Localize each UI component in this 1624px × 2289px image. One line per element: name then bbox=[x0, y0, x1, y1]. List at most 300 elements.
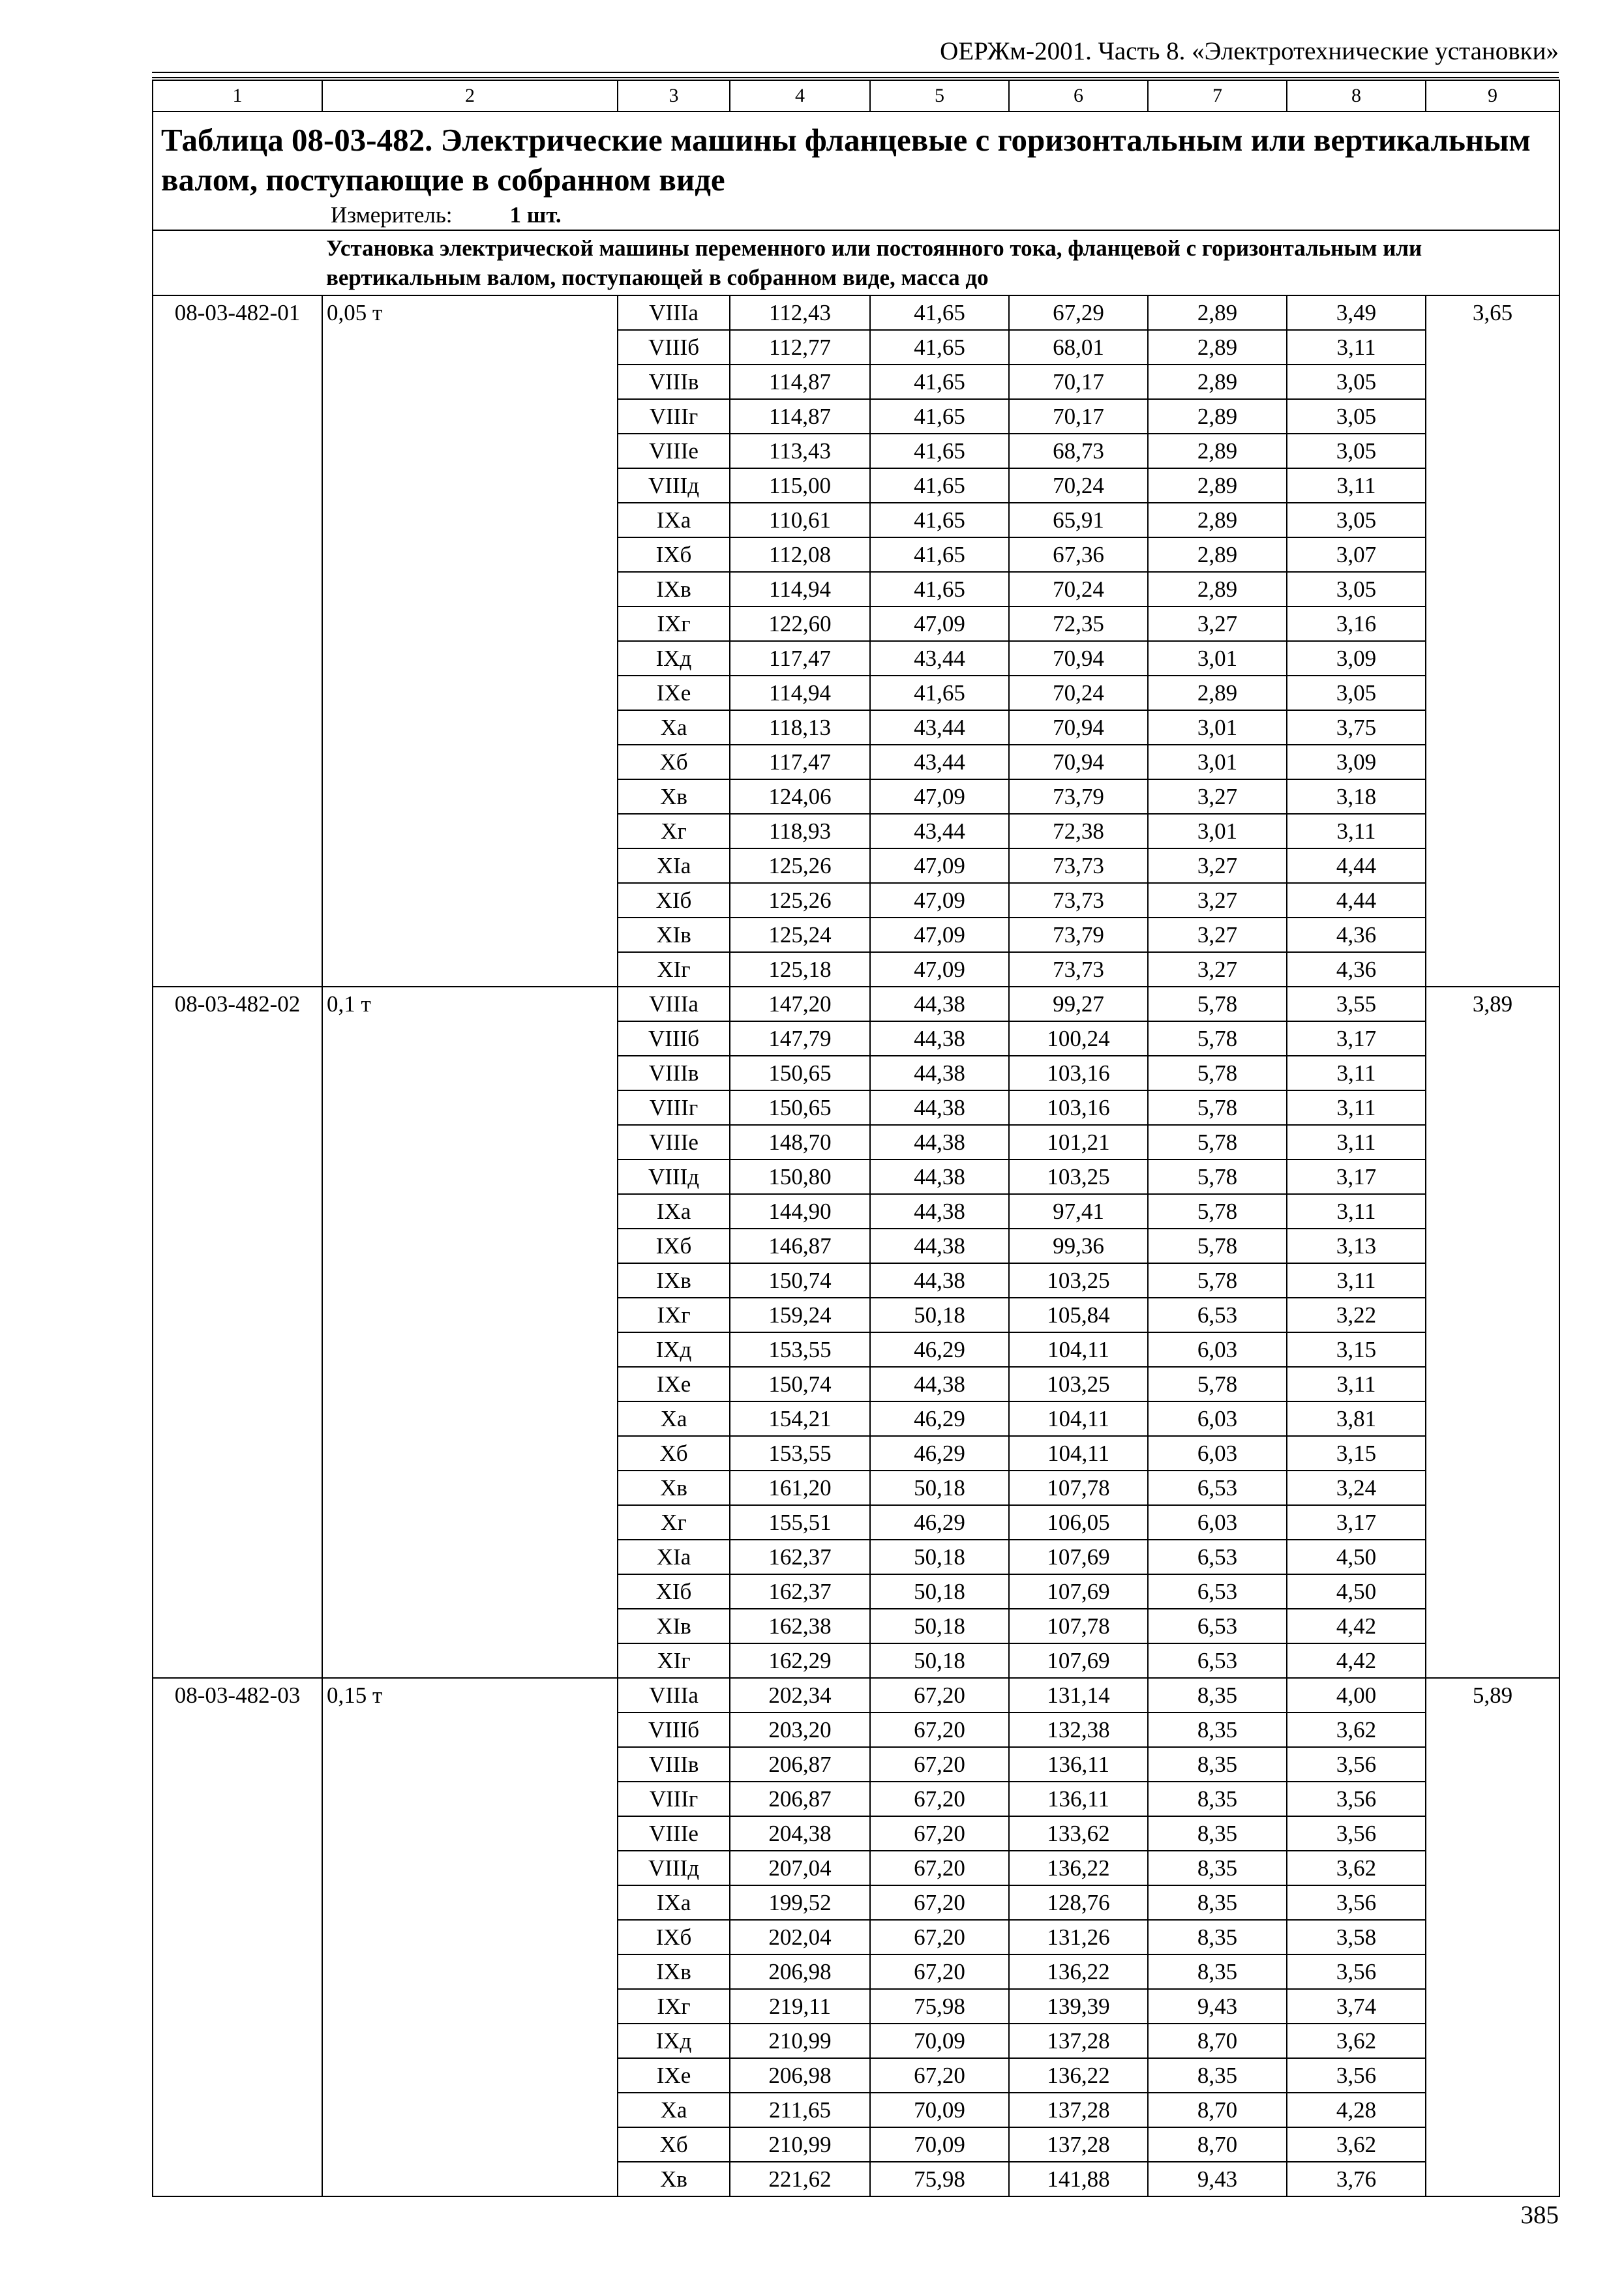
value-cell: 67,20 bbox=[870, 1851, 1009, 1885]
value-cell: 150,80 bbox=[730, 1159, 870, 1194]
norm-total: 5,89 bbox=[1426, 1678, 1559, 2196]
value-cell: 8,35 bbox=[1148, 1747, 1287, 1782]
value-cell: 3,22 bbox=[1287, 1298, 1426, 1332]
value-cell: 5,78 bbox=[1148, 1367, 1287, 1401]
value-cell: 150,65 bbox=[730, 1056, 870, 1090]
value-cell: 105,84 bbox=[1009, 1298, 1148, 1332]
zone-cell: IXа bbox=[618, 503, 730, 537]
value-cell: 6,03 bbox=[1148, 1505, 1287, 1540]
value-cell: 125,26 bbox=[730, 848, 870, 883]
zone-cell: VIIIа bbox=[618, 295, 730, 330]
zone-cell: XIб bbox=[618, 1574, 730, 1609]
value-cell: 41,65 bbox=[870, 399, 1009, 434]
value-cell: 3,62 bbox=[1287, 1713, 1426, 1747]
value-cell: 122,60 bbox=[730, 606, 870, 641]
value-cell: 3,01 bbox=[1148, 814, 1287, 848]
value-cell: 113,43 bbox=[730, 434, 870, 468]
value-cell: 117,47 bbox=[730, 745, 870, 779]
value-cell: 100,24 bbox=[1009, 1021, 1148, 1056]
value-cell: 50,18 bbox=[870, 1471, 1009, 1505]
zone-cell: Xб bbox=[618, 1436, 730, 1471]
zone-cell: IXб bbox=[618, 537, 730, 572]
value-cell: 153,55 bbox=[730, 1332, 870, 1367]
zone-cell: VIIIб bbox=[618, 1021, 730, 1056]
value-cell: 2,89 bbox=[1148, 676, 1287, 710]
value-cell: 112,43 bbox=[730, 295, 870, 330]
value-cell: 70,09 bbox=[870, 2127, 1009, 2162]
value-cell: 70,24 bbox=[1009, 572, 1148, 606]
value-cell: 50,18 bbox=[870, 1298, 1009, 1332]
value-cell: 4,28 bbox=[1287, 2093, 1426, 2127]
zone-cell: IXб bbox=[618, 1229, 730, 1263]
value-cell: 3,15 bbox=[1287, 1436, 1426, 1471]
value-cell: 2,89 bbox=[1148, 572, 1287, 606]
value-cell: 3,15 bbox=[1287, 1332, 1426, 1367]
unit-label: Измеритель: bbox=[331, 202, 453, 228]
value-cell: 2,89 bbox=[1148, 365, 1287, 399]
norm-code: 08-03-482-01 bbox=[153, 295, 322, 987]
value-cell: 3,17 bbox=[1287, 1159, 1426, 1194]
value-cell: 2,89 bbox=[1148, 295, 1287, 330]
value-cell: 146,87 bbox=[730, 1229, 870, 1263]
zone-cell: VIIIд bbox=[618, 1159, 730, 1194]
value-cell: 5,78 bbox=[1148, 1056, 1287, 1090]
value-cell: 75,98 bbox=[870, 2162, 1009, 2196]
zone-cell: VIIIв bbox=[618, 365, 730, 399]
norm-total: 3,65 bbox=[1426, 295, 1559, 987]
value-cell: 50,18 bbox=[870, 1609, 1009, 1643]
value-cell: 3,11 bbox=[1287, 1090, 1426, 1125]
value-cell: 6,03 bbox=[1148, 1436, 1287, 1471]
value-cell: 219,11 bbox=[730, 1989, 870, 2024]
value-cell: 70,09 bbox=[870, 2093, 1009, 2127]
value-cell: 8,70 bbox=[1148, 2093, 1287, 2127]
value-cell: 210,99 bbox=[730, 2024, 870, 2058]
value-cell: 3,49 bbox=[1287, 295, 1426, 330]
value-cell: 3,05 bbox=[1287, 399, 1426, 434]
zone-cell: IXе bbox=[618, 2058, 730, 2093]
column-number: 7 bbox=[1148, 80, 1287, 112]
value-cell: 221,62 bbox=[730, 2162, 870, 2196]
value-cell: 72,35 bbox=[1009, 606, 1148, 641]
section-heading-spacer bbox=[153, 230, 322, 295]
zone-cell: Xв bbox=[618, 779, 730, 814]
value-cell: 206,98 bbox=[730, 2058, 870, 2093]
zone-cell: Xг bbox=[618, 814, 730, 848]
value-cell: 3,11 bbox=[1287, 1194, 1426, 1229]
value-cell: 41,65 bbox=[870, 468, 1009, 503]
column-number: 9 bbox=[1426, 80, 1559, 112]
value-cell: 50,18 bbox=[870, 1643, 1009, 1678]
value-cell: 118,93 bbox=[730, 814, 870, 848]
value-cell: 44,38 bbox=[870, 1021, 1009, 1056]
value-cell: 43,44 bbox=[870, 814, 1009, 848]
column-number: 5 bbox=[870, 80, 1009, 112]
column-number: 3 bbox=[618, 80, 730, 112]
value-cell: 47,09 bbox=[870, 779, 1009, 814]
value-cell: 2,89 bbox=[1148, 434, 1287, 468]
zone-cell: VIIIе bbox=[618, 434, 730, 468]
value-cell: 44,38 bbox=[870, 1194, 1009, 1229]
value-cell: 3,05 bbox=[1287, 365, 1426, 399]
value-cell: 3,56 bbox=[1287, 1885, 1426, 1920]
value-cell: 104,11 bbox=[1009, 1332, 1148, 1367]
unit-line bbox=[161, 201, 1559, 230]
header-double-rule bbox=[152, 72, 1559, 78]
value-cell: 67,20 bbox=[870, 1678, 1009, 1713]
value-cell: 3,09 bbox=[1287, 641, 1426, 676]
zone-cell: IXв bbox=[618, 1954, 730, 1989]
value-cell: 5,78 bbox=[1148, 1021, 1287, 1056]
value-cell: 114,94 bbox=[730, 676, 870, 710]
value-cell: 203,20 bbox=[730, 1713, 870, 1747]
value-cell: 199,52 bbox=[730, 1885, 870, 1920]
value-cell: 125,26 bbox=[730, 883, 870, 918]
value-cell: 117,47 bbox=[730, 641, 870, 676]
value-cell: 46,29 bbox=[870, 1401, 1009, 1436]
value-cell: 46,29 bbox=[870, 1505, 1009, 1540]
value-cell: 112,77 bbox=[730, 330, 870, 365]
value-cell: 3,17 bbox=[1287, 1021, 1426, 1056]
zone-cell: IXд bbox=[618, 1332, 730, 1367]
zone-cell: VIIIг bbox=[618, 1782, 730, 1816]
value-cell: 210,99 bbox=[730, 2127, 870, 2162]
value-cell: 3,81 bbox=[1287, 1401, 1426, 1436]
zone-cell: XIв bbox=[618, 1609, 730, 1643]
value-cell: 4,42 bbox=[1287, 1643, 1426, 1678]
norms-table bbox=[152, 80, 1560, 2197]
value-cell: 125,18 bbox=[730, 952, 870, 987]
value-cell: 6,53 bbox=[1148, 1540, 1287, 1574]
value-cell: 8,35 bbox=[1148, 1851, 1287, 1885]
value-cell: 44,38 bbox=[870, 1159, 1009, 1194]
value-cell: 3,55 bbox=[1287, 987, 1426, 1021]
value-cell: 5,78 bbox=[1148, 1229, 1287, 1263]
column-number-row bbox=[153, 80, 1559, 112]
value-cell: 112,08 bbox=[730, 537, 870, 572]
value-cell: 3,24 bbox=[1287, 1471, 1426, 1505]
zone-cell: Xв bbox=[618, 2162, 730, 2196]
section-heading: Установка электрической машины переменного или постоянного тока, фланцевой с горизонтальным или вертикальным валом, поступающей в собранном виде, масса до bbox=[322, 230, 1559, 295]
value-cell: 3,27 bbox=[1148, 918, 1287, 952]
value-cell: 67,20 bbox=[870, 1920, 1009, 1954]
value-cell: 2,89 bbox=[1148, 330, 1287, 365]
value-cell: 41,65 bbox=[870, 295, 1009, 330]
zone-cell: Xг bbox=[618, 1505, 730, 1540]
value-cell: 43,44 bbox=[870, 745, 1009, 779]
value-cell: 137,28 bbox=[1009, 2093, 1148, 2127]
value-cell: 44,38 bbox=[870, 1367, 1009, 1401]
value-cell: 68,73 bbox=[1009, 434, 1148, 468]
value-cell: 67,29 bbox=[1009, 295, 1148, 330]
value-cell: 206,87 bbox=[730, 1782, 870, 1816]
value-cell: 41,65 bbox=[870, 434, 1009, 468]
value-cell: 3,18 bbox=[1287, 779, 1426, 814]
value-cell: 107,69 bbox=[1009, 1643, 1148, 1678]
value-cell: 133,62 bbox=[1009, 1816, 1148, 1851]
value-cell: 136,22 bbox=[1009, 1851, 1148, 1885]
value-cell: 3,07 bbox=[1287, 537, 1426, 572]
value-cell: 155,51 bbox=[730, 1505, 870, 1540]
value-cell: 3,11 bbox=[1287, 1125, 1426, 1159]
zone-cell: VIIIг bbox=[618, 399, 730, 434]
value-cell: 3,56 bbox=[1287, 2058, 1426, 2093]
value-cell: 70,94 bbox=[1009, 641, 1148, 676]
value-cell: 67,36 bbox=[1009, 537, 1148, 572]
value-cell: 47,09 bbox=[870, 606, 1009, 641]
value-cell: 4,50 bbox=[1287, 1540, 1426, 1574]
value-cell: 6,53 bbox=[1148, 1471, 1287, 1505]
value-cell: 70,17 bbox=[1009, 399, 1148, 434]
value-cell: 41,65 bbox=[870, 365, 1009, 399]
norm-mass: 0,1 т bbox=[322, 987, 618, 1678]
value-cell: 3,56 bbox=[1287, 1954, 1426, 1989]
value-cell: 3,01 bbox=[1148, 641, 1287, 676]
value-cell: 3,13 bbox=[1287, 1229, 1426, 1263]
value-cell: 41,65 bbox=[870, 572, 1009, 606]
value-cell: 46,29 bbox=[870, 1436, 1009, 1471]
value-cell: 3,58 bbox=[1287, 1920, 1426, 1954]
value-cell: 107,69 bbox=[1009, 1574, 1148, 1609]
value-cell: 47,09 bbox=[870, 918, 1009, 952]
value-cell: 8,70 bbox=[1148, 2024, 1287, 2058]
norm-code: 08-03-482-03 bbox=[153, 1678, 322, 2196]
zone-cell: IXд bbox=[618, 641, 730, 676]
value-cell: 4,50 bbox=[1287, 1574, 1426, 1609]
value-cell: 114,87 bbox=[730, 365, 870, 399]
value-cell: 148,70 bbox=[730, 1125, 870, 1159]
value-cell: 8,35 bbox=[1148, 2058, 1287, 2093]
zone-cell: VIIIе bbox=[618, 1816, 730, 1851]
value-cell: 132,38 bbox=[1009, 1713, 1148, 1747]
value-cell: 41,65 bbox=[870, 330, 1009, 365]
value-cell: 75,98 bbox=[870, 1989, 1009, 2024]
value-cell: 8,35 bbox=[1148, 1678, 1287, 1713]
zone-cell: XIв bbox=[618, 918, 730, 952]
value-cell: 159,24 bbox=[730, 1298, 870, 1332]
value-cell: 44,38 bbox=[870, 1125, 1009, 1159]
value-cell: 6,53 bbox=[1148, 1574, 1287, 1609]
value-cell: 9,43 bbox=[1148, 1989, 1287, 2024]
table-row bbox=[153, 987, 1559, 1021]
value-cell: 131,14 bbox=[1009, 1678, 1148, 1713]
zone-cell: VIIIб bbox=[618, 1713, 730, 1747]
column-number: 2 bbox=[322, 80, 618, 112]
value-cell: 4,42 bbox=[1287, 1609, 1426, 1643]
value-cell: 162,29 bbox=[730, 1643, 870, 1678]
value-cell: 125,24 bbox=[730, 918, 870, 952]
value-cell: 3,11 bbox=[1287, 814, 1426, 848]
table-title-cell bbox=[153, 112, 1559, 230]
value-cell: 44,38 bbox=[870, 1263, 1009, 1298]
value-cell: 147,20 bbox=[730, 987, 870, 1021]
value-cell: 70,09 bbox=[870, 2024, 1009, 2058]
value-cell: 207,04 bbox=[730, 1851, 870, 1885]
value-cell: 41,65 bbox=[870, 537, 1009, 572]
value-cell: 70,94 bbox=[1009, 710, 1148, 745]
value-cell: 202,34 bbox=[730, 1678, 870, 1713]
value-cell: 3,16 bbox=[1287, 606, 1426, 641]
value-cell: 4,44 bbox=[1287, 883, 1426, 918]
value-cell: 3,11 bbox=[1287, 468, 1426, 503]
table-row bbox=[153, 295, 1559, 330]
value-cell: 70,24 bbox=[1009, 468, 1148, 503]
value-cell: 115,00 bbox=[730, 468, 870, 503]
value-cell: 6,53 bbox=[1148, 1609, 1287, 1643]
value-cell: 137,28 bbox=[1009, 2127, 1148, 2162]
value-cell: 70,17 bbox=[1009, 365, 1148, 399]
value-cell: 73,79 bbox=[1009, 918, 1148, 952]
value-cell: 3,75 bbox=[1287, 710, 1426, 745]
value-cell: 8,70 bbox=[1148, 2127, 1287, 2162]
zone-cell: IXа bbox=[618, 1885, 730, 1920]
zone-cell: IXв bbox=[618, 572, 730, 606]
value-cell: 153,55 bbox=[730, 1436, 870, 1471]
value-cell: 124,06 bbox=[730, 779, 870, 814]
value-cell: 5,78 bbox=[1148, 1159, 1287, 1194]
value-cell: 3,56 bbox=[1287, 1747, 1426, 1782]
value-cell: 106,05 bbox=[1009, 1505, 1148, 1540]
zone-cell: VIIIб bbox=[618, 330, 730, 365]
value-cell: 67,20 bbox=[870, 2058, 1009, 2093]
value-cell: 150,74 bbox=[730, 1263, 870, 1298]
value-cell: 3,05 bbox=[1287, 434, 1426, 468]
value-cell: 118,13 bbox=[730, 710, 870, 745]
zone-cell: VIIIа bbox=[618, 1678, 730, 1713]
value-cell: 3,05 bbox=[1287, 676, 1426, 710]
value-cell: 67,20 bbox=[870, 1885, 1009, 1920]
running-title: ОЕРЖм-2001. Часть 8. «Электротехнические установки» bbox=[940, 37, 1559, 65]
column-number: 1 bbox=[153, 80, 322, 112]
value-cell: 4,36 bbox=[1287, 952, 1426, 987]
value-cell: 67,20 bbox=[870, 1713, 1009, 1747]
zone-cell: Xб bbox=[618, 2127, 730, 2162]
value-cell: 41,65 bbox=[870, 503, 1009, 537]
value-cell: 202,04 bbox=[730, 1920, 870, 1954]
value-cell: 3,74 bbox=[1287, 1989, 1426, 2024]
table-title: Таблица 08-03-482. Электрические машины фланцевые с горизонтальным или вертикальным валом, поступающие в собранном виде bbox=[161, 122, 1531, 198]
column-number: 8 bbox=[1287, 80, 1426, 112]
value-cell: 2,89 bbox=[1148, 468, 1287, 503]
value-cell: 8,35 bbox=[1148, 1782, 1287, 1816]
value-cell: 70,24 bbox=[1009, 676, 1148, 710]
norm-total: 3,89 bbox=[1426, 987, 1559, 1678]
zone-cell: VIIIа bbox=[618, 987, 730, 1021]
value-cell: 2,89 bbox=[1148, 503, 1287, 537]
value-cell: 137,28 bbox=[1009, 2024, 1148, 2058]
value-cell: 204,38 bbox=[730, 1816, 870, 1851]
zone-cell: XIа bbox=[618, 848, 730, 883]
value-cell: 5,78 bbox=[1148, 1125, 1287, 1159]
norm-mass: 0,05 т bbox=[322, 295, 618, 987]
value-cell: 43,44 bbox=[870, 710, 1009, 745]
value-cell: 46,29 bbox=[870, 1332, 1009, 1367]
zone-cell: Xа bbox=[618, 2093, 730, 2127]
value-cell: 3,76 bbox=[1287, 2162, 1426, 2196]
value-cell: 2,89 bbox=[1148, 537, 1287, 572]
zone-cell: VIIIд bbox=[618, 468, 730, 503]
value-cell: 3,11 bbox=[1287, 1056, 1426, 1090]
value-cell: 6,03 bbox=[1148, 1332, 1287, 1367]
value-cell: 114,87 bbox=[730, 399, 870, 434]
zone-cell: Xа bbox=[618, 1401, 730, 1436]
value-cell: 3,11 bbox=[1287, 330, 1426, 365]
zone-cell: Xв bbox=[618, 1471, 730, 1505]
value-cell: 154,21 bbox=[730, 1401, 870, 1436]
value-cell: 67,20 bbox=[870, 1816, 1009, 1851]
value-cell: 3,56 bbox=[1287, 1816, 1426, 1851]
zone-cell: XIа bbox=[618, 1540, 730, 1574]
value-cell: 70,94 bbox=[1009, 745, 1148, 779]
value-cell: 6,53 bbox=[1148, 1298, 1287, 1332]
value-cell: 136,11 bbox=[1009, 1747, 1148, 1782]
value-cell: 3,62 bbox=[1287, 2024, 1426, 2058]
value-cell: 110,61 bbox=[730, 503, 870, 537]
zone-cell: VIIIе bbox=[618, 1125, 730, 1159]
value-cell: 161,20 bbox=[730, 1471, 870, 1505]
value-cell: 103,25 bbox=[1009, 1159, 1148, 1194]
value-cell: 6,03 bbox=[1148, 1401, 1287, 1436]
value-cell: 136,11 bbox=[1009, 1782, 1148, 1816]
value-cell: 5,78 bbox=[1148, 1090, 1287, 1125]
value-cell: 103,16 bbox=[1009, 1090, 1148, 1125]
value-cell: 104,11 bbox=[1009, 1436, 1148, 1471]
zone-cell: VIIIв bbox=[618, 1056, 730, 1090]
value-cell: 4,00 bbox=[1287, 1678, 1426, 1713]
value-cell: 211,65 bbox=[730, 2093, 870, 2127]
value-cell: 162,37 bbox=[730, 1574, 870, 1609]
zone-cell: XIб bbox=[618, 883, 730, 918]
value-cell: 8,35 bbox=[1148, 1920, 1287, 1954]
value-cell: 73,73 bbox=[1009, 883, 1148, 918]
zone-cell: XIг bbox=[618, 952, 730, 987]
value-cell: 8,35 bbox=[1148, 1713, 1287, 1747]
value-cell: 4,44 bbox=[1287, 848, 1426, 883]
value-cell: 5,78 bbox=[1148, 987, 1287, 1021]
value-cell: 44,38 bbox=[870, 987, 1009, 1021]
value-cell: 206,87 bbox=[730, 1747, 870, 1782]
value-cell: 139,39 bbox=[1009, 1989, 1148, 2024]
value-cell: 43,44 bbox=[870, 641, 1009, 676]
value-cell: 8,35 bbox=[1148, 1954, 1287, 1989]
value-cell: 4,36 bbox=[1287, 918, 1426, 952]
value-cell: 41,65 bbox=[870, 676, 1009, 710]
value-cell: 3,11 bbox=[1287, 1263, 1426, 1298]
value-cell: 50,18 bbox=[870, 1574, 1009, 1609]
value-cell: 104,11 bbox=[1009, 1401, 1148, 1436]
value-cell: 3,27 bbox=[1148, 606, 1287, 641]
value-cell: 47,09 bbox=[870, 952, 1009, 987]
value-cell: 97,41 bbox=[1009, 1194, 1148, 1229]
unit-value: 1 шт. bbox=[509, 202, 562, 228]
value-cell: 99,27 bbox=[1009, 987, 1148, 1021]
value-cell: 107,78 bbox=[1009, 1471, 1148, 1505]
value-cell: 3,56 bbox=[1287, 1782, 1426, 1816]
value-cell: 67,20 bbox=[870, 1782, 1009, 1816]
value-cell: 103,25 bbox=[1009, 1263, 1148, 1298]
value-cell: 150,65 bbox=[730, 1090, 870, 1125]
zone-cell: IXа bbox=[618, 1194, 730, 1229]
value-cell: 44,38 bbox=[870, 1056, 1009, 1090]
value-cell: 8,35 bbox=[1148, 1816, 1287, 1851]
table-body bbox=[153, 80, 1559, 2196]
value-cell: 162,38 bbox=[730, 1609, 870, 1643]
value-cell: 6,53 bbox=[1148, 1643, 1287, 1678]
value-cell: 72,38 bbox=[1009, 814, 1148, 848]
value-cell: 73,73 bbox=[1009, 848, 1148, 883]
value-cell: 3,01 bbox=[1148, 710, 1287, 745]
norm-code: 08-03-482-02 bbox=[153, 987, 322, 1678]
